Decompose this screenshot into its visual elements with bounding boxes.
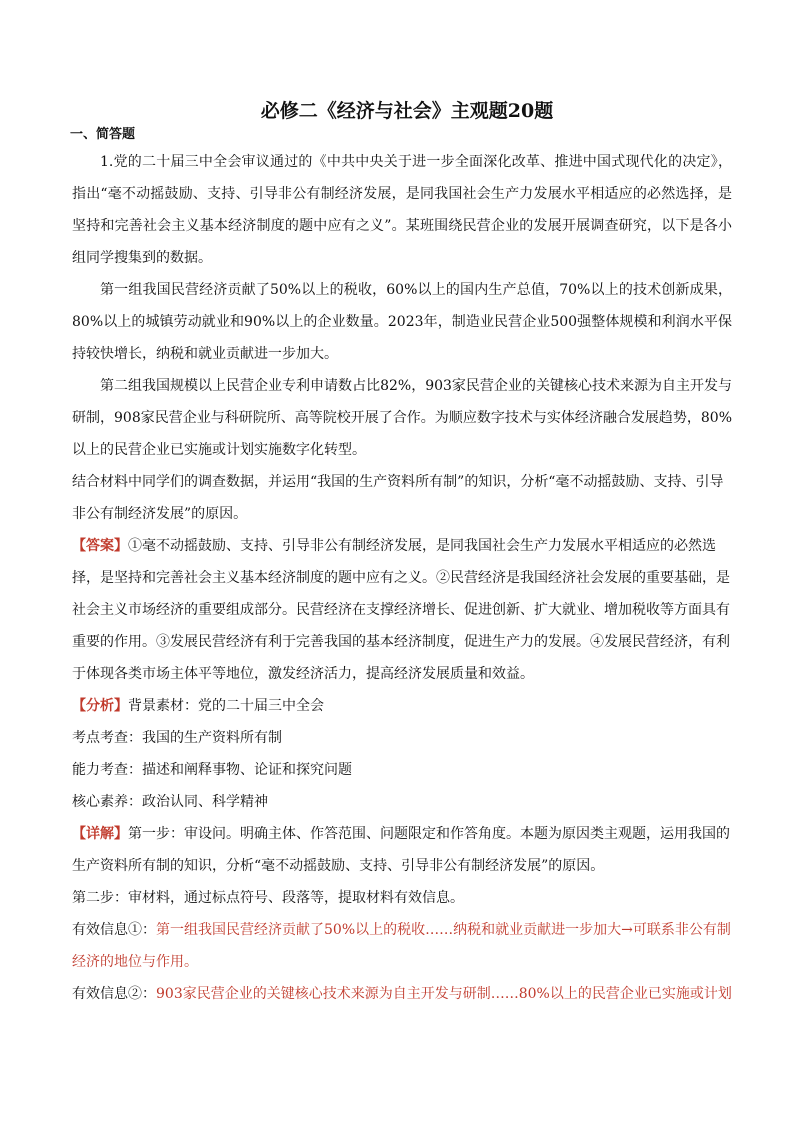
document-page xyxy=(72,96,732,1010)
answer-text: ①毫不动摇鼓励、支持、引导非公有制经济发展，是同我国社会生产力发展水平相适应的必然选择，是坚持和完善社会主义基本经济制度的题中应有之义。②民营经济是我国经济社会发展的重要基础，是社会主义市场经济的重要组成部分。民营经济在支撑经济增长、促进创新、扩大就业、增加税收等方面具有重要的作用。③发展民营经济有利于完善我国的基本经济制度，促进生产力的发展。④发展民营经济，有利于体现各类市场主体平等地位，激发经济活力，提高经济发展质量和效益。 xyxy=(72,538,730,682)
detail-step1 xyxy=(72,818,732,882)
effective-info-1-label: 有效信息①： xyxy=(72,922,156,938)
section-heading: 一、简答题 xyxy=(70,127,136,142)
effective-info-2-label: 有效信息②： xyxy=(72,986,156,1002)
page-title: 必修二《经济与社会》主观题20题 xyxy=(260,100,554,122)
effective-info-2-text: 903家民营企业的关键核心技术来源为自主开发与研制……80%以上的民营企业已实施或计划 xyxy=(156,986,732,1002)
question-paragraph-1: 1.党的二十届三中全会审议通过的《中共中央关于进一步全面深化改革、推进中国式现代化的决定》，指出“毫不动摇鼓励、支持、引导非公有制经济发展，是同我国社会生产力发展水平相适应的必然选择，是坚持和完善社会主义基本经济制度的题中应有之义”。某班围绕民营企业的发展开展调查研究，以下是各小组同学搜集到的数据。 xyxy=(72,154,732,266)
effective-info-1 xyxy=(72,914,732,978)
detail-label: 【详解】 xyxy=(72,826,128,842)
analysis-background: 背景素材：党的二十届三中全会 xyxy=(128,698,324,714)
effective-info-2 xyxy=(72,978,732,1010)
analysis-suyang: 核心素养：政治认同、科学精神 xyxy=(72,794,268,810)
detail-step2: 第二步：审材料，通过标点符号、段落等，提取材料有效信息。 xyxy=(72,890,464,906)
analysis-nengli: 能力考查：描述和阐释事物、论证和探究问题 xyxy=(72,762,352,778)
effective-info-1-text: 第一组我国民营经济贡献了50%以上的税收……纳税和就业贡献进一步加大→可联系非公有制经济的地位与作用。 xyxy=(72,922,731,970)
question-paragraph-3: 第二组我国规模以上民营企业专利申请数占比82%，903家民营企业的关键核心技术来源为自主开发与研制，908家民营企业与科研院所、高等院校开展了合作。为顺应数字技术与实体经济融合发展趋势，80%以上的民营企业已实施或计划实施数字化转型。 xyxy=(72,378,732,458)
answer-block xyxy=(72,530,732,690)
question-paragraph-2: 第一组我国民营经济贡献了50%以上的税收，60%以上的国内生产总值，70%以上的技术创新成果，80%以上的城镇劳动就业和90%以上的企业数量。2023年，制造业民营企业500强整体规模和利润水平保持较快增长，纳税和就业贡献进一步加大。 xyxy=(72,282,732,362)
question-prompt: 结合材料中同学们的调查数据，并运用“我国的生产资料所有制”的知识，分析“毫不动摇鼓励、支持、引导非公有制经济发展”的原因。 xyxy=(72,474,724,522)
analysis-block xyxy=(72,690,732,722)
analysis-kaodian: 考点考查：我国的生产资料所有制 xyxy=(72,730,282,746)
answer-label: 【答案】 xyxy=(72,538,128,554)
analysis-label: 【分析】 xyxy=(72,698,128,714)
detail-step1-text: 第一步：审设问。明确主体、作答范围、问题限定和作答角度。本题为原因类主观题，运用我国的生产资料所有制的知识，分析“毫不动摇鼓励、支持、引导非公有制经济发展”的原因。 xyxy=(72,826,730,874)
